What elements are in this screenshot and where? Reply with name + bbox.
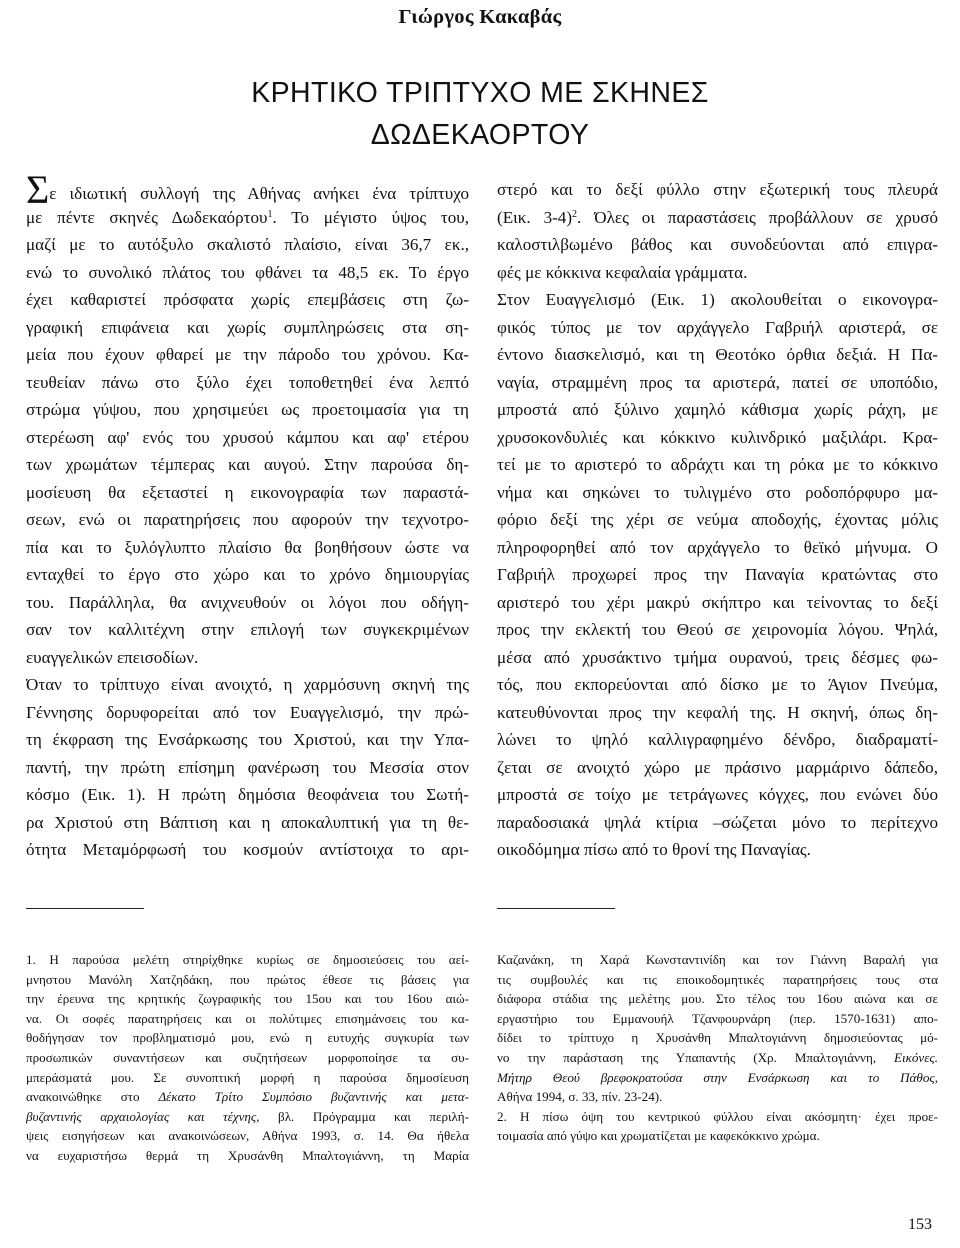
line-text: , <box>934 1069 938 1085</box>
body-line: σεων, ενώ οι παρατηρήσεις που αφορούν την τεχνοτρο- <box>26 510 469 529</box>
footnote-line: δίδει το τρίπτυχο η Χρυσάνθη Μπαλτογιάννη δημοσιεύοντας μό- <box>497 1030 938 1046</box>
article-title <box>0 72 960 156</box>
footnotes-right <box>497 950 938 1146</box>
footnote-line: διάφορα στάδια της μελέτης μου. Στο τέλος του 16ου αιώνα και σε <box>497 991 938 1007</box>
body-line: Γέννησης δορυφορείται από τον Ευαγγελισμό, την πρώ- <box>26 702 469 722</box>
footnote-line: εργαστήριο του Εμμανουήλ Τζανφουρνάρη (περ. 1570-1631) απο- <box>497 1010 938 1026</box>
body-line: τη έκφραση της Ενσάρκωσης του Χριστού, και την Υπα- <box>26 730 469 749</box>
body-line: μπροστά σε τοίχο με τετράγωνες κόγχες, που ενώνει δύο <box>497 785 938 804</box>
body-column-left <box>26 176 469 864</box>
body-line: σαν τον καλλιτέχνη στην επιλογή των συγκεκριμένων <box>26 620 469 639</box>
body-line: νήμα και σηκώνει το τυλιγμένο στο ροδοπόρφυρο μα- <box>497 482 938 502</box>
footnote-divider-right <box>497 908 615 909</box>
italic-title: Δέκατο Τρίτο Συμπόσιο βυζαντινής και μετα- <box>158 1089 469 1105</box>
footnote-ref-1: 1 <box>267 208 273 220</box>
footnote-line: να. Οι σοφές παρατηρήσεις και οι πολύτιμες επισημάνσεις του κα- <box>26 1010 469 1026</box>
drop-cap: Σ <box>26 176 50 204</box>
body-line: καλοστιλβωμένο βάθος και συνοδεύονται από επιγρα- <box>497 235 938 254</box>
body-line: Στον Ευαγγελισμό (Εικ. 1) ακολουθείται ο εικονογρα- <box>497 290 938 309</box>
body-line: λώνει το ψηλό καλλιγραφημένο δένδρο, διαδραματί- <box>497 730 938 749</box>
line-text: νο την παράσταση της Υπαπαντής (Χρ. Μπαλτογιάννη, <box>497 1049 894 1065</box>
footnotes-left <box>26 950 469 1166</box>
footnote-line <box>26 1107 469 1127</box>
footnote-line <box>497 1048 938 1068</box>
body-line: κατευθύνονται προς την κεφαλή της. Η σκηνή, όπως δη- <box>497 702 938 722</box>
body-line <box>26 176 469 204</box>
body-line: παραδοσιακά ψηλά κτίρια –σώζεται μόνο το περίτεχνο <box>497 812 938 832</box>
body-line: στρώμα γύψου, που χρησιμεύει ως προετοιμασία για τη <box>26 400 469 419</box>
body-line: ενώ το συνολικό πλάτος του φθάνει τα 48,5 εκ. Το έργο <box>26 262 469 282</box>
footnote-line <box>497 1068 938 1088</box>
body-line: προς την εκλεκτή του Θεού σε χειρονομία λόγου. Ψηλά, <box>497 620 938 639</box>
body-line: μαζί με το αυτόξυλο σκαλιστό πλαίσιο, είναι 36,7 εκ., <box>26 235 469 254</box>
body-line: οικοδόμημα πίσω από το θρονί της Παναγίας. <box>497 840 811 859</box>
body-line: μπροστά από ξύλινο χαμηλό κάθισμα χωρίς ράχη, με <box>497 400 938 419</box>
footnote-line <box>26 1087 469 1107</box>
body-line <box>26 204 469 232</box>
author-name: Γιώργος Κακαβάς <box>398 6 562 28</box>
italic-title: Μήτηρ Θεού βρεφοκρατούσα στην Ενσάρκωση και το Πάθος <box>497 1069 935 1085</box>
footnote-line: Καζανάκη, τη Χαρά Κωνσταντινίδη και τον Γιάννη Βαραλή για <box>497 952 938 967</box>
body-line: ζεται σε ανοιχτό χώρο με πράσινο μαρμάρινο δάπεδο, <box>497 757 938 777</box>
body-line: χρυσοκονδυλιές και κόκκινο κυλινδρικό μαξιλάρι. Κρα- <box>497 427 938 447</box>
body-line: ευαγγελικών επεισοδίων. <box>26 647 199 667</box>
line-text: με πέντε σκηνές Δωδεκαόρτου <box>26 207 268 227</box>
footnote-line: 1. Η παρούσα μελέτη στηρίχθηκε κυρίως σε δημοσιεύσεις του αεί- <box>26 952 469 967</box>
body-line: πληροφορηθεί από τον αρχάγγελο το θεϊκό μήνυμα. Ο <box>497 537 938 557</box>
body-line: έντονο διασκελισμό, και τη Θεοτόκο όρθια δεξιά. Η Πα- <box>497 345 938 364</box>
body-line: μεία που έχουν φθαρεί με την πάροδο του χρόνου. Κα- <box>26 345 469 364</box>
footnote-ref-2: 2 <box>572 208 578 220</box>
footnote-line: θοδήγησαν τον προβληματισμό μου, ενώ η ευτυχής συγκυρία των <box>26 1030 469 1046</box>
body-line: φικός τύπος με τον αρχάγγελο Γαβριήλ αριστερά, σε <box>497 317 938 337</box>
footnote-line: να ευχαριστήσω θερμά τη Χρυσάνθη Μπαλτογιάννη, τη Μαρία <box>26 1147 469 1163</box>
line-text: . Το μέγιστο ύψος του, <box>272 207 469 227</box>
body-line: ότητα Μεταμόρφωσή του κοσμούν αντίστοιχα το αρι- <box>26 840 469 859</box>
body-line: μοσίευση θα εξεταστεί η εικονογραφία των παραστά- <box>26 482 469 502</box>
body-line: γραφική επιφάνεια και χωρίς συμπληρώσεις στα ση- <box>26 317 469 337</box>
body-line: τευθείαν πάνω στο ξύλο έχει τοποθετηθεί ένα λεπτό <box>26 372 469 392</box>
body-line <box>497 204 938 232</box>
body-line: παντή, την πρώτη επίσημη φανέρωση του Μεσσία στον <box>26 757 469 777</box>
body-line: Γαβριήλ προχωρεί προς την Παναγία κρατώντας στο <box>497 565 938 584</box>
footnote-line: ψεις εισηγήσεων και ανακοινώσεων, Αθήνα 1993, σ. 14. Θα ήθελα <box>26 1128 469 1144</box>
body-line: των χρωμάτων τέμπερας και αυγού. Στην παρούσα δη- <box>26 455 469 474</box>
body-line: φόριο δεξί της χέρι σε νεύμα αποδοχής, έχοντας μόλις <box>497 510 938 529</box>
line-text: ε ιδιωτική συλλογή της Αθήνας ανήκει ένα τρίπτυχο <box>49 184 469 203</box>
body-column-right <box>497 176 938 864</box>
body-line: τός, που εκπορεύονται από δίσκο με το Άγιον Πνεύμα, <box>497 675 938 694</box>
italic-title: Εικόνες. <box>893 1049 938 1065</box>
footnote-line: μπεράσματά μου. Σε συνοπτική μορφή η παρούσα δημοσίευση <box>26 1069 469 1085</box>
line-text: . Όλες οι παραστάσεις προβάλλουν σε χρυσό <box>577 207 938 227</box>
body-line: έχει καθαριστεί πρόσφατα χωρίς επεμβάσεις στη ζω- <box>26 290 469 309</box>
body-line: στερέωση αφ' ενός του χρυσού κάμπου και αφ' ετέρου <box>26 427 469 447</box>
body-line: του. Παράλληλα, θα ανιχνευθούν οι λόγοι που οδήγη- <box>26 592 469 612</box>
body-line: πία και το ξυλόγλυπτο πλαίσιο θα βοηθήσουν ώστε να <box>26 537 469 557</box>
title-line-2: ΔΩΔΕΚΑΟΡΤΟΥ <box>370 119 590 151</box>
line-text: , βλ. Πρόγραμμα και περιλή- <box>256 1108 469 1124</box>
footnote-line: 2. Η πίσω όψη του κεντρικού φύλλου είναι ακόσμητη· έχει προε- <box>497 1108 938 1124</box>
body-line: ενταχθεί το έργο στο χώρο και το χρόνο δημιουργίας <box>26 565 469 584</box>
footnote-line: τις συμβουλές και τις εποικοδομητικές παρατηρήσεις τους στα <box>497 971 938 987</box>
footnote-line: τοιμασία από γύψο και χρωματίζεται με καφεκόκκινο χρώμα. <box>497 1128 820 1144</box>
title-line-1: ΚΡΗΤΙΚΟ ΤΡΙΠΤΥΧΟ ΜΕ ΣΚΗΝΕΣ <box>251 77 709 109</box>
body-line: μέσα από χρυσάκτινο τμήμα ουρανού, τρεις δέσμες φω- <box>497 647 938 667</box>
body-line: ναγία, στραμμένη προς τα αριστερά, πατεί σε υποπόδιο, <box>497 372 938 392</box>
body-line: τεί με το αριστερό το αδράχτι και τη ρόκα με το κόκκινο <box>497 455 938 474</box>
line-text: ανακοινώθηκε στο <box>26 1089 159 1105</box>
italic-title: βυζαντινής αρχαιολογίας και τέχνης <box>26 1108 257 1124</box>
line-text: (Εικ. 3-4) <box>497 207 573 227</box>
page-number: 153 <box>908 1216 932 1233</box>
footnote-divider-left <box>26 908 144 909</box>
body-line: αριστερό του χέρι μακρύ σκήπτρο και τείνοντας το δεξί <box>497 592 938 612</box>
footnote-line: προσωπικών συναντήσεων και συζητήσεων μορφοποίησε τα συ- <box>26 1049 469 1065</box>
body-line: στερό και το δεξί φύλλο στην εξωτερική τους πλευρά <box>497 180 938 199</box>
footnote-line: την έρευνα της κρητικής ζωγραφικής του 15ου και του 16ου αιώ- <box>26 991 469 1007</box>
body-line: κόσμο (Εικ. 1). Η πρώτη δημόσια θεοφάνεια του Σωτή- <box>26 785 469 804</box>
footnote-line: Αθήνα 1994, σ. 33, πίν. 23-24). <box>497 1089 663 1105</box>
footnote-line: μνηστου Μανόλη Χατζηδάκη, που πρώτος έθεσε τις βάσεις για <box>26 971 469 987</box>
body-line: ρα Χριστού στη Βάπτιση και η αποκαλυπτική για τη θε- <box>26 812 469 832</box>
body-line: Όταν το τρίπτυχο είναι ανοιχτό, η χαρμόσυνη σκηνή της <box>26 675 469 694</box>
body-line: φές με κόκκινα κεφαλαία γράμματα. <box>497 262 748 282</box>
